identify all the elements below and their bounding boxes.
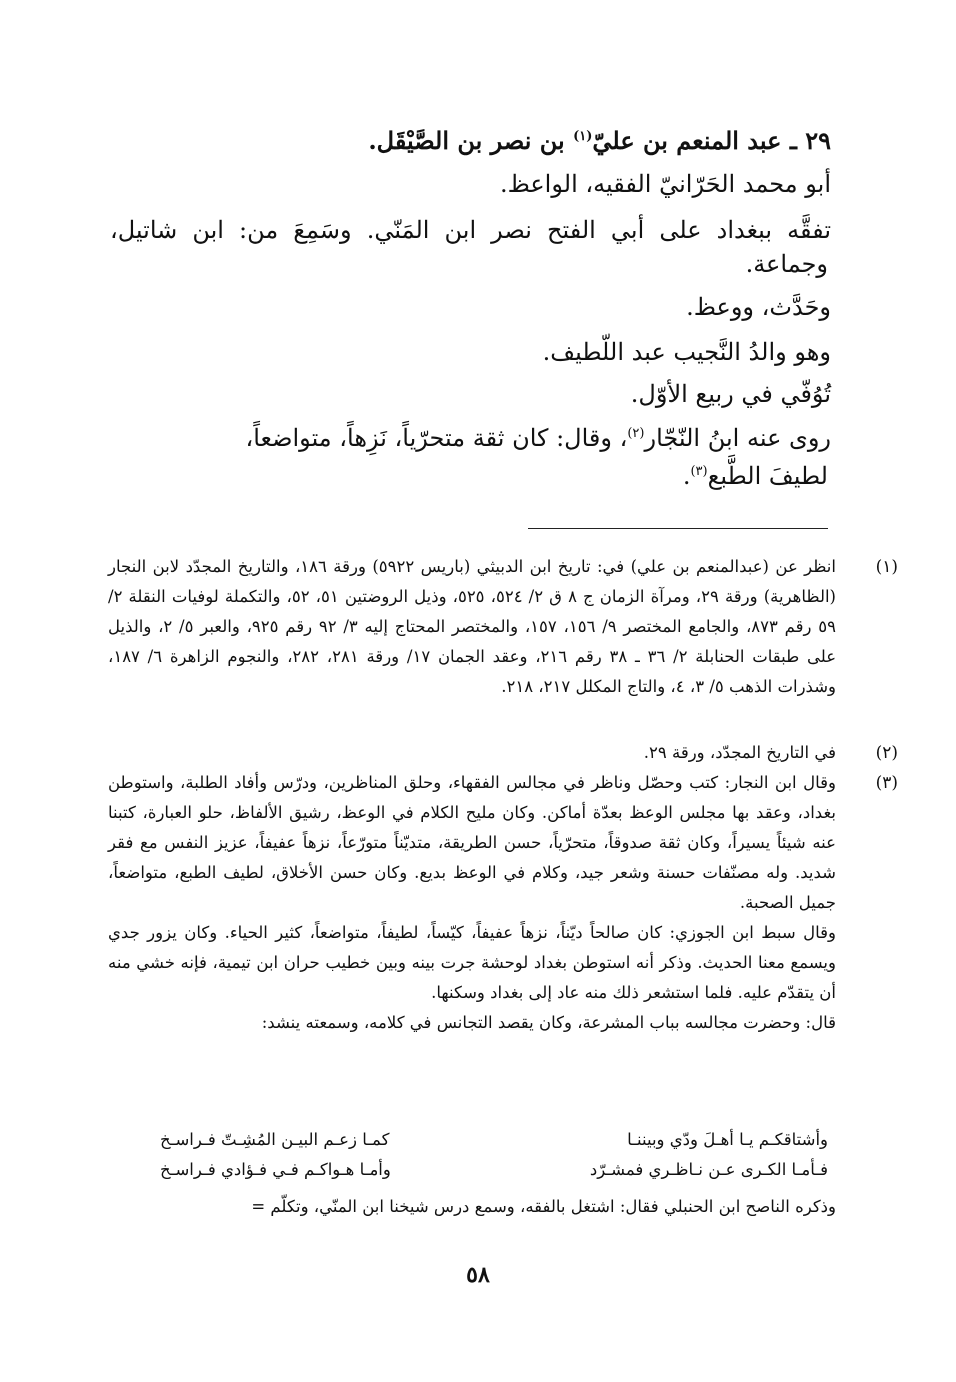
footnote-2-text: في التاريخ المجدّد، ورقة ٢٩. [643, 743, 836, 762]
page-number: ٥٨ [466, 1262, 490, 1288]
footnote-3-para-2: وقال سبط ابن الجوزي: كان صالحاً ديّناً، نزهاً عفيفاً، كيّساً، لطيفاً، متواضعاً، كثير الحياء. وكان يزور جدي ويسمع معنا الحديث. وذكر أنه استوطن بغداد لوحشة جرت بينه وبين خطيب حران ابن تيمية، فإنه خشي منه أن يتقدّم عليه. فلما استشعر ذلك منه عاد إلى بغداد وسكنها. [108, 923, 836, 1002]
heading-name-rest: بن نصر بن الصَّيْقَل. [368, 126, 574, 155]
footnote-3-para-4: وذكره الناصح ابن الحنبلي فقال: اشتغل بالفقه، وسمع درس شيخنا ابن المنّي، وتكلّم = [251, 1197, 836, 1216]
footnote-number-2: (٢) [875, 743, 898, 763]
footnote-1-text: انظر عن (عبدالمنعم بن علي) في: تاريخ ابن الدبيثي (باريس ٥٩٢٢) ورقة ١٨٦، والتاريخ المجدّد لابن النجار (الظاهرية) ورقة ٢٩، ومرآة الزمان ج ٨ ق ٢/ ٥٢٤، ٥٢٥، وذيل الروضتين ٥١، ٥٢، والتكملة لوفيات النقلة ٢/ ٥٩ رقم ٨٧٣، والجامع المختصر ٩/ ١٥٦، ١٥٧، والمختصر المحتاج إليه ٣/ ٩٢ رقم ٩٢٥، والعبر ٥/ ٢، والذيل على طبقات الحنابلة ٢/ ٣٦ ـ ٣٨ رقم ٢١٦، وعقد الجمان ١٧/ ورقة ٢٨١، ٢٨٢، والنجوم الزاهرة ٦/ ١٨٧، وشذرات الذهب ٥/ ٣، ٤، والتاج المكلل ٢١٧، ٢١٨. [108, 557, 837, 696]
last-line-text: لطيفَ الطَّبع [707, 462, 828, 490]
verse-2-first-hemistich: فـأمـا الكـرى عـن نـاظـري فمشـرّد [589, 1160, 828, 1179]
footnote-ref-1: (١) [573, 129, 593, 144]
entry-line-2: تفقَّه ببغداد على أبي الفتح نصر ابن المَنّي. وسَمِعَ من: ابن شاتيل، [110, 216, 831, 244]
footnote-number-1: (١) [875, 557, 898, 577]
verse-2-second-hemistich: وأمـا هـواكـم فـي فـؤادي فـراسـخ [160, 1160, 391, 1179]
footnote-2 [108, 738, 898, 768]
footnote-number-3: (٣) [875, 773, 898, 793]
footnote-ref-3: (٣) [690, 464, 708, 479]
entry-line-4: وحَدَّث، ووعظ. [686, 293, 831, 321]
entry-line-8 [110, 462, 828, 490]
entry-line-3: وجماعة. [745, 250, 828, 278]
footnote-3 [108, 768, 898, 1038]
footnote-1 [108, 552, 898, 702]
verse-1-second-hemistich: كمـا زعـم البيـن المُشِـتّ فـراسـخ [160, 1130, 390, 1149]
footnote-3-continued [108, 1192, 836, 1222]
entry-heading [110, 126, 831, 155]
entry-line-1: أبو محمد الحَرّانيّ الفقيه، الواعظ. [499, 170, 831, 198]
footnote-3-para-3: قال: وحضرت مجالسه بباب المشرعة، وكان يقصد التجانس في كلامه، وسمعته ينشد: [261, 1013, 836, 1032]
verse-1-first-hemistich: وأشتاقكـم يـا أهـلَ ودّي وبيننـا [627, 1130, 828, 1149]
entry-line-7 [110, 424, 831, 452]
entry-line-6: تُوُفّي في ربيع الأوّل. [630, 380, 831, 408]
entry-line-5: وهو والدُ النَّجيب عبد اللّطيف. [542, 338, 831, 366]
last-line-period: . [682, 462, 691, 490]
footnote-3-para-1: وقال ابن النجار: كتب وحصّل وناظر في مجالس الفقهاء، وحلق المناظرين، ودرّس وأفاد الطلبة، واستوطن بغداد، وعقد بها مجلس الوعظ بعدّة أماكن. وكان مليح الكلام في الوعظ، رشيق الألفاظ، حلو العبارة، كتبنا عنه شيئاً يسيراً، وكان ثقة صدوقاً، متحرّياً، حسن الطريقة، متديّناً متورّعاً، نزهاً عفيفاً، عزيز النفس مع فقر شديد. وله مصنّفات حسنة وشعر جيد، وكلام في الوعظ بديع. وكان حسن الأخلاق، لطيف الطبع، متواضعاً، جميل الصحبة. [108, 773, 836, 912]
narration-text-rest: ، وقال: كان ثقة متحرّياً، نَزِهاً، متواضعاً، [245, 424, 628, 452]
heading-name: ٢٩ ـ عبد المنعم بن عليّ [592, 126, 831, 155]
footnote-ref-2: (٢) [627, 426, 645, 441]
footnote-separator [528, 528, 828, 529]
narration-text: روى عنه ابنُ النّجّار [644, 424, 831, 452]
